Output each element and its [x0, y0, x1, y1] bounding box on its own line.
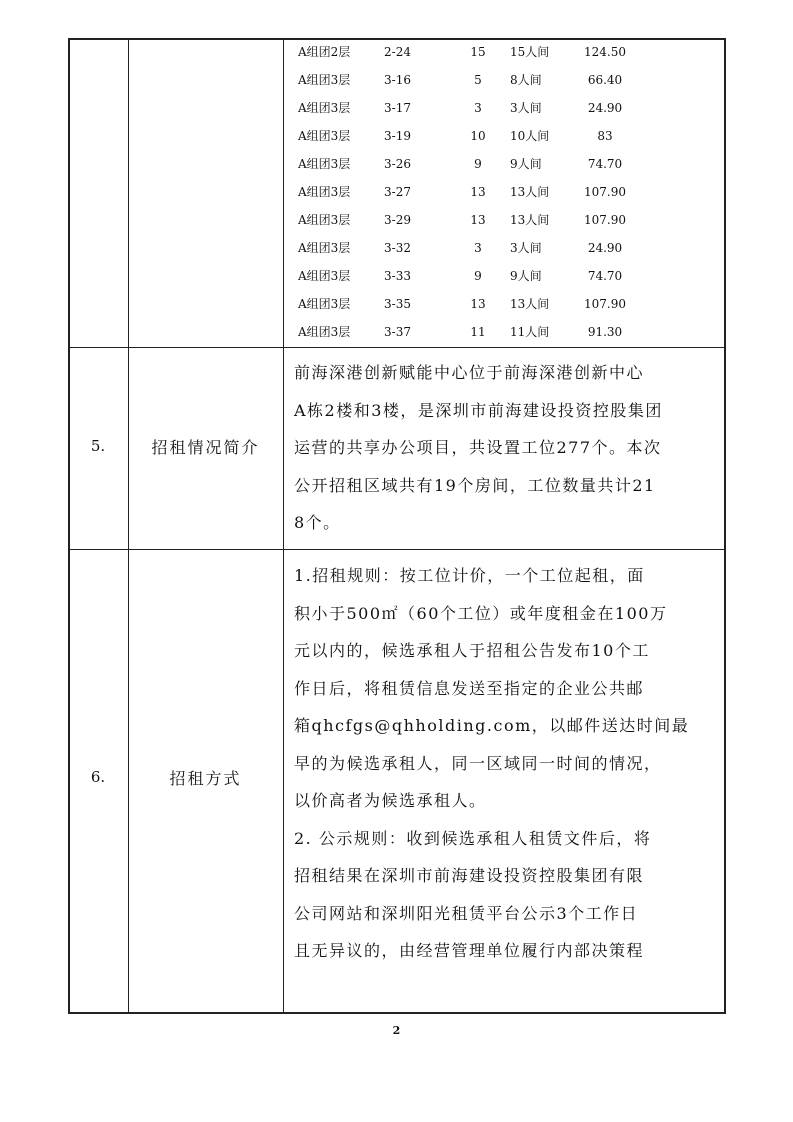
- room-seats: 9: [474, 269, 482, 283]
- room-code: 3-19: [384, 129, 411, 143]
- section-5-label: 招租情况简介: [151, 438, 260, 457]
- room-code: 3-33: [384, 269, 411, 283]
- section-6-line: 公司网站和深圳阳光租赁平台公示3个工作日: [294, 903, 639, 923]
- room-seats: 11: [470, 325, 486, 339]
- room-code: 3-17: [384, 101, 411, 115]
- room-area: 24.90: [587, 101, 623, 115]
- section-6-line: 箱qhcfgs@qhholding.com，以邮件送达时间最: [294, 716, 690, 735]
- room-code: 3-26: [384, 157, 411, 171]
- room-capacity: 13人间: [510, 185, 550, 199]
- section-6-line: 1.招租规则：按工位计价，一个工位起租，面: [294, 566, 645, 585]
- room-capacity: 10人间: [510, 129, 550, 143]
- room-seats: 10: [470, 129, 486, 143]
- room-code: 2-24: [384, 45, 411, 59]
- room-group: A组团3层: [298, 297, 351, 311]
- table-left-border: [68, 38, 70, 1014]
- column-divider-1: [128, 38, 129, 1014]
- room-capacity: 11人间: [510, 325, 550, 339]
- section-6-line: 积小于500㎡（60个工位）或年度租金在100万: [294, 603, 668, 623]
- table-bottom-border: [68, 1012, 726, 1014]
- row-divider-5: [68, 347, 726, 348]
- room-capacity: 13人间: [510, 213, 550, 227]
- room-capacity: 9人间: [510, 157, 542, 171]
- room-group: A组团2层: [298, 45, 351, 59]
- table-right-border: [724, 38, 726, 1014]
- room-area: 66.40: [587, 73, 623, 87]
- section-6-line: 招租结果在深圳市前海建设投资控股集团有限: [294, 866, 645, 885]
- room-group: A组团3层: [298, 213, 351, 227]
- room-seats: 13: [470, 297, 486, 311]
- room-code: 3-35: [384, 297, 411, 311]
- room-seats: 15: [470, 45, 486, 59]
- room-area: 107.90: [584, 185, 626, 199]
- room-seats: 9: [474, 157, 482, 171]
- room-code: 3-37: [384, 325, 411, 339]
- section-6-line: 早的为候选承租人，同一区域同一时间的情况，: [294, 753, 662, 773]
- section-5-line: 运营的共享办公项目，共设置工位277个。本次: [294, 438, 662, 457]
- room-code: 3-32: [384, 241, 411, 255]
- page-number: 2: [392, 1024, 401, 1037]
- column-divider-2: [283, 38, 284, 1014]
- room-capacity: 3人间: [510, 241, 542, 255]
- section-6-content: [294, 557, 718, 970]
- section-5-line: 前海深港创新赋能中心位于前海深港创新中心: [294, 363, 645, 382]
- room-code: 3-16: [384, 73, 411, 87]
- room-capacity: 15人间: [510, 45, 550, 59]
- room-seats: 3: [474, 241, 482, 255]
- section-6-label: 招租方式: [169, 769, 242, 788]
- room-seats: 13: [470, 185, 486, 199]
- room-group: A组团3层: [298, 325, 351, 339]
- room-seats: 13: [470, 213, 486, 227]
- room-group: A组团3层: [298, 269, 351, 283]
- room-area: 107.90: [584, 213, 626, 227]
- room-area: 74.70: [587, 269, 623, 283]
- section-6-line: 以价高者为候选承租人。: [294, 791, 487, 810]
- room-group: A组团3层: [298, 101, 351, 115]
- room-code: 3-29: [384, 213, 411, 227]
- room-area: 83: [597, 129, 613, 143]
- section-5-content: [294, 354, 718, 542]
- room-area: 124.50: [584, 45, 626, 59]
- row-divider-6: [68, 549, 726, 550]
- section-6-line: 2. 公示规则：收到候选承租人租赁文件后，将: [294, 828, 652, 848]
- room-group: A组团3层: [298, 241, 351, 255]
- room-group: A组团3层: [298, 185, 351, 199]
- room-group: A组团3层: [298, 73, 351, 87]
- section-5-number: 5.: [90, 437, 106, 455]
- section-5-line: 公开招租区域共有19个房间，工位数量共计21: [294, 475, 656, 495]
- room-group: A组团3层: [298, 129, 351, 143]
- section-5-line: 8个。: [294, 513, 341, 532]
- room-seats: 5: [474, 73, 482, 87]
- room-area: 107.90: [584, 297, 626, 311]
- room-capacity: 13人间: [510, 297, 550, 311]
- section-6-number: 6.: [90, 768, 106, 786]
- section-5-line: A栋2楼和3楼，是深圳市前海建设投资控股集团: [294, 400, 663, 420]
- room-area: 91.30: [587, 325, 623, 339]
- room-capacity: 3人间: [510, 101, 542, 115]
- room-area: 74.70: [587, 157, 623, 171]
- room-group: A组团3层: [298, 157, 351, 171]
- room-code: 3-27: [384, 185, 411, 199]
- room-capacity: 9人间: [510, 269, 542, 283]
- room-area: 24.90: [587, 241, 623, 255]
- lease-info-table: [68, 38, 726, 1014]
- section-6-line: 且无异议的，由经营管理单位履行内部决策程: [294, 941, 645, 960]
- room-seats: 3: [474, 101, 482, 115]
- section-6-line: 作日后，将租赁信息发送至指定的企业公共邮: [294, 678, 645, 698]
- section-6-line: 元以内的，候选承租人于招租公告发布10个工: [294, 641, 650, 660]
- room-capacity: 8人间: [510, 73, 542, 87]
